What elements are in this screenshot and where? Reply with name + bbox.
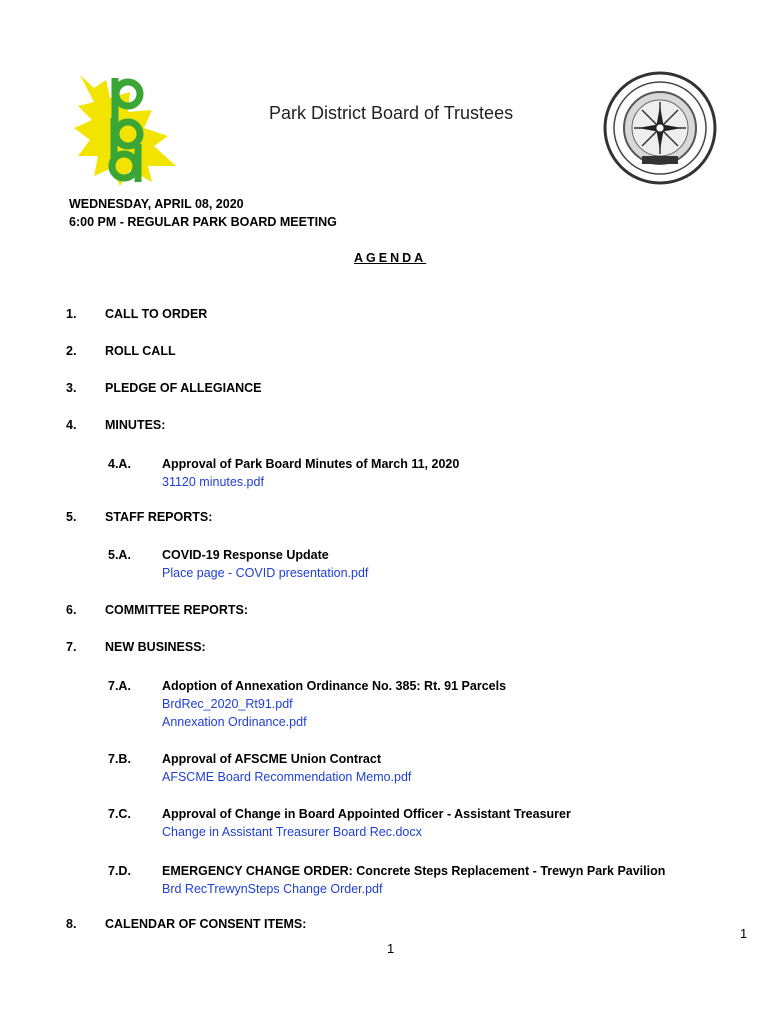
item-number: 5. [66,510,77,524]
item-title: ROLL CALL [105,344,176,358]
subitem-title: Adoption of Annexation Ordinance No. 385: Rt. 91 Parcels [162,679,507,693]
item-title: COMMITTEE REPORTS: [105,603,249,617]
subitem-number: 4.A. [108,457,131,471]
subitem-number: 5.A. [108,548,131,562]
item-number: 2. [66,344,77,358]
item-number: 3. [66,381,77,395]
item-number: 7. [66,640,77,654]
item-number: 1. [66,307,77,321]
item-title: PLEDGE OF ALLEGIANCE [105,381,262,395]
item-title: CALENDAR OF CONSENT ITEMS: [105,917,307,931]
page-number-center: 1 [387,941,395,956]
page-number-right: 1 [740,926,748,941]
item-title: STAFF REPORTS: [105,510,213,524]
attachment-link[interactable]: Change in Assistant Treasurer Board Rec.docx [162,825,422,839]
item-title: NEW BUSINESS: [105,640,206,654]
subitem-title: COVID-19 Response Update [162,548,329,562]
subitem-number: 7.B. [108,752,131,766]
attachment-link[interactable]: AFSCME Board Recommendation Memo.pdf [162,770,412,784]
item-number: 6. [66,603,77,617]
subitem-number: 7.C. [108,807,131,821]
park-district-logo [72,70,184,190]
item-title: CALL TO ORDER [105,307,208,321]
subitem-number: 7.D. [108,864,131,878]
page-title: Park District Board of Trustees [269,103,514,123]
meeting-type: 6:00 PM - REGULAR PARK BOARD MEETING [69,215,337,229]
item-number: 4. [66,418,77,432]
subitem-title: Approval of Change in Board Appointed Officer - Assistant Treasurer [162,807,571,821]
logo-leaf-shape [74,75,176,186]
subitem-number: 7.A. [108,679,131,693]
attachment-link[interactable]: Annexation Ordinance.pdf [162,715,307,729]
subitem-title: Approval of AFSCME Union Contract [162,752,381,766]
attachment-link[interactable]: Place page - COVID presentation.pdf [162,566,369,580]
gold-medal-seal [602,70,718,186]
subitem-title: Approval of Park Board Minutes of March 11, 2020 [162,457,460,471]
attachment-link[interactable]: 31120 minutes.pdf [162,475,264,489]
item-number: 8. [66,917,77,931]
attachment-link[interactable]: Brd RecTrewynSteps Change Order.pdf [162,882,383,896]
subitem-title: EMERGENCY CHANGE ORDER: Concrete Steps Replacement - Trewyn Park Pavilion [162,864,666,878]
agenda-heading: AGENDA [354,251,427,265]
meeting-date: WEDNESDAY, APRIL 08, 2020 [69,197,244,211]
attachment-link[interactable]: BrdRec_2020_Rt91.pdf [162,697,293,711]
item-title: MINUTES: [105,418,166,432]
